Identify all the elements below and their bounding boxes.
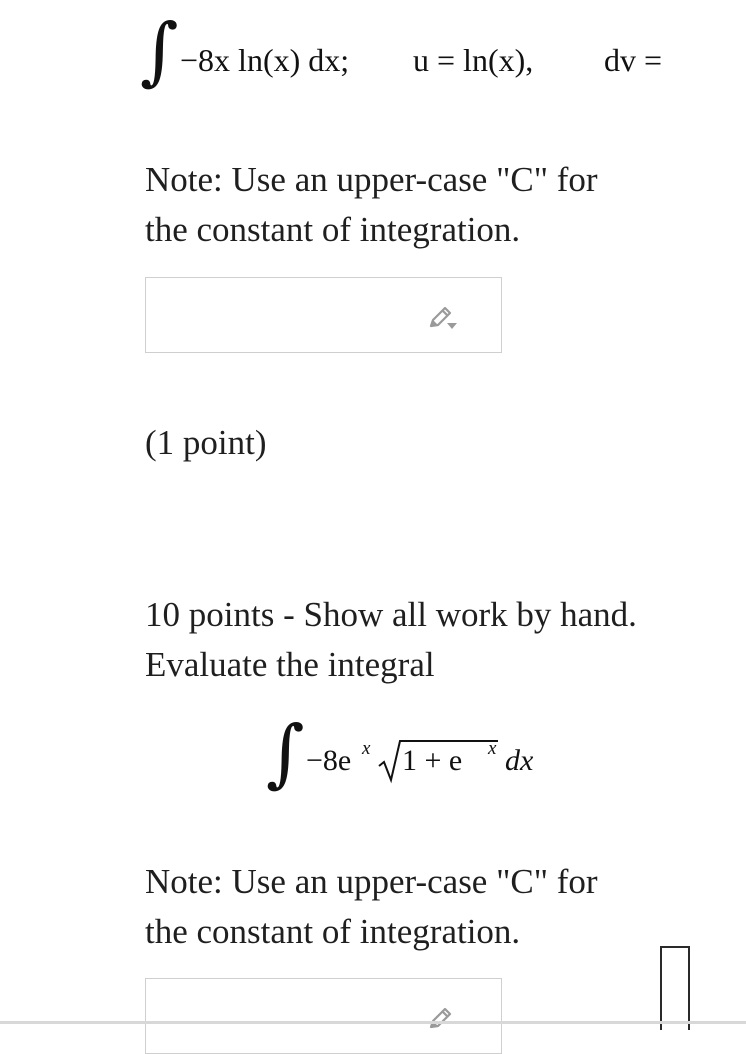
problem2-note-line1: Note: Use an upper-case "C" for — [145, 862, 598, 901]
floating-side-tab[interactable] — [660, 946, 690, 1030]
problem2-radicand: 1 + e — [402, 744, 463, 777]
problem1-u-substitution: u = ln(x), — [413, 42, 534, 78]
problem1-dv-substitution: dv = — [604, 42, 663, 78]
pencil-edit-icon[interactable] — [427, 1005, 461, 1033]
problem2-coefficient: −8e — [306, 744, 352, 777]
problem1-integrand: −8x ln(x) dx; — [180, 42, 350, 78]
problem2-dx: dx — [505, 744, 534, 777]
problem2-answer-input[interactable] — [145, 978, 502, 1054]
problem2-exponent: x — [362, 738, 371, 759]
problem2-note-line2: the constant of integration. — [145, 912, 521, 951]
problem2-header — [145, 590, 637, 690]
problem1-answer-input[interactable] — [145, 277, 502, 353]
problem2-header-line2: Evaluate the integral — [145, 645, 435, 684]
problem1-note — [145, 155, 598, 255]
pencil-edit-icon[interactable] — [427, 304, 461, 332]
problem1-note-line1: Note: Use an upper-case "C" for — [145, 160, 598, 199]
integral-symbol: ∫ — [266, 710, 305, 796]
problem1-points: (1 point) — [145, 423, 267, 462]
problem2-header-line1: 10 points - Show all work by hand. — [145, 595, 637, 634]
problem2-note — [145, 857, 598, 957]
integral-symbol: ∫ — [140, 8, 179, 94]
problem1-note-line2: the constant of integration. — [145, 210, 521, 249]
problem2-radicand-exponent: x — [488, 738, 497, 759]
